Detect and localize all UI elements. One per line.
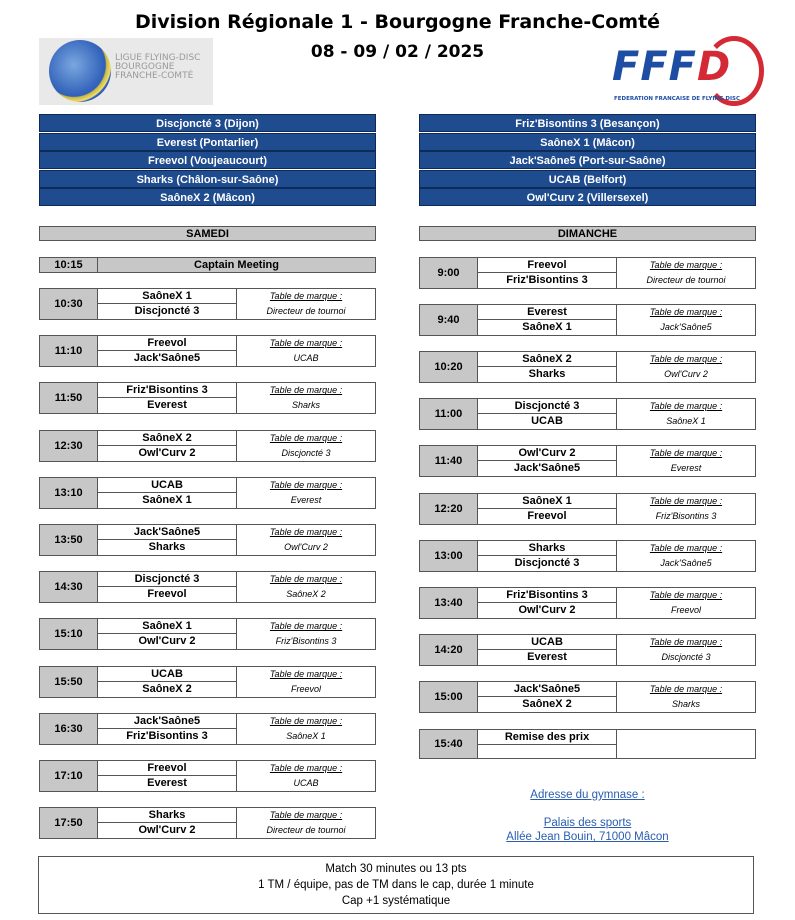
scorekeeper-team: Owl'Curv 2 xyxy=(664,369,708,380)
team-a: Friz'Bisontins 3 xyxy=(478,588,617,603)
match-row xyxy=(39,430,376,462)
match-row xyxy=(39,288,376,320)
match-row xyxy=(39,760,376,792)
scorekeeper-label: Table de marque : xyxy=(269,574,343,585)
rule-line-2: 1 TM / équipe, pas de TM dans le cap, durée 1 minute xyxy=(258,879,534,891)
team-b: Everest xyxy=(98,398,237,413)
team-b: UCAB xyxy=(478,414,617,429)
scorekeeper-cell xyxy=(237,431,375,461)
awards-label: Remise des prix xyxy=(478,730,617,744)
match-row xyxy=(39,666,376,698)
team-a: Owl'Curv 2 xyxy=(478,446,617,461)
rules-box xyxy=(38,856,754,914)
dragon-emblem-icon xyxy=(49,40,111,102)
match-time: 10:30 xyxy=(40,289,98,319)
rule-line-3: Cap +1 systématique xyxy=(341,895,451,907)
scorekeeper-label: Table de marque : xyxy=(269,810,343,821)
scorekeeper-label: Table de marque : xyxy=(649,448,723,459)
scorekeeper-team: Directeur de tournoi xyxy=(266,306,346,316)
team-a: UCAB xyxy=(478,635,617,650)
team-right: Friz'Bisontins 3 (Besançon) xyxy=(419,114,756,132)
team-b: SaôneX 1 xyxy=(478,320,617,335)
team-b: Jack'Saône5 xyxy=(98,351,237,366)
scorekeeper-label: Table de marque : xyxy=(269,432,343,443)
match-time: 11:50 xyxy=(40,383,98,413)
match-row xyxy=(419,681,756,713)
scorekeeper-label: Table de marque : xyxy=(649,401,723,412)
team-left: Freevol (Voujeaucourt) xyxy=(39,151,376,169)
team-a: Jack'Saône5 xyxy=(98,714,237,729)
match-row xyxy=(39,524,376,556)
match-row xyxy=(419,634,756,666)
team-a: UCAB xyxy=(98,667,237,682)
scorekeeper-label: Table de marque : xyxy=(649,542,723,553)
scorekeeper-team: Discjoncté 3 xyxy=(661,651,711,662)
scorekeeper-cell xyxy=(617,682,755,712)
match-time: 12:20 xyxy=(420,494,478,524)
match-row xyxy=(39,571,376,603)
match-time: 15:00 xyxy=(420,682,478,712)
match-row xyxy=(419,493,756,525)
team-a: SaôneX 1 xyxy=(478,494,617,509)
team-b: Sharks xyxy=(98,540,237,555)
team-left: Everest (Pontarlier) xyxy=(39,133,376,151)
scorekeeper-cell xyxy=(617,635,755,665)
team-a: Discjoncté 3 xyxy=(98,572,237,587)
team-left: SaôneX 2 (Mâcon) xyxy=(39,188,376,206)
scorekeeper-cell xyxy=(237,383,375,413)
team-b: Owl'Curv 2 xyxy=(98,446,237,461)
scorekeeper-cell xyxy=(617,446,755,476)
team-a: SaôneX 2 xyxy=(478,352,617,367)
team-a: Discjoncté 3 xyxy=(478,399,617,414)
team-a: Everest xyxy=(478,305,617,320)
scorekeeper-label: Table de marque : xyxy=(649,495,723,506)
scorekeeper-label: Table de marque : xyxy=(649,260,723,270)
scorekeeper-team: Sharks xyxy=(291,400,320,411)
team-a: Sharks xyxy=(478,541,617,556)
team-b: Freevol xyxy=(98,587,237,602)
scorekeeper-team: Jack'Saône5 xyxy=(660,557,712,568)
team-b: Owl'Curv 2 xyxy=(478,603,617,618)
match-row xyxy=(419,587,756,619)
scorekeeper-label: Table de marque : xyxy=(649,307,723,318)
scorekeeper-label: Table de marque : xyxy=(269,763,343,773)
team-a: Jack'Saône5 xyxy=(98,525,237,540)
address-label[interactable]: Adresse du gymnase : xyxy=(530,789,645,801)
scorekeeper-team: Sharks xyxy=(671,698,700,709)
day-header-saturday: SAMEDI xyxy=(39,226,376,241)
team-left: Sharks (Châlon-sur-Saône) xyxy=(39,170,376,188)
match-time: 15:50 xyxy=(40,667,98,697)
address-line2[interactable]: Allée Jean Bouin, 71000 Mâcon xyxy=(506,831,669,843)
match-time: 13:50 xyxy=(40,525,98,555)
event-dates: 08 - 09 / 02 / 2025 xyxy=(310,42,485,62)
team-b: SaôneX 1 xyxy=(98,493,237,508)
team-a: SaôneX 2 xyxy=(98,431,237,446)
scorekeeper-team: Owl'Curv 2 xyxy=(284,542,328,552)
scorekeeper-label: Table de marque : xyxy=(649,354,723,365)
team-b: Owl'Curv 2 xyxy=(98,634,237,649)
scorekeeper-cell xyxy=(237,478,375,508)
scorekeeper-label: Table de marque : xyxy=(269,479,343,490)
match-time: 13:40 xyxy=(420,588,478,618)
scorekeeper-team: SaôneX 2 xyxy=(286,589,326,600)
captain-meeting-label: Captain Meeting xyxy=(98,258,375,272)
scorekeeper-cell xyxy=(617,258,755,288)
team-b: Friz'Bisontins 3 xyxy=(98,729,237,744)
scorekeeper-cell xyxy=(237,336,375,366)
team-b: Sharks xyxy=(478,367,617,382)
scorekeeper-team: Everest xyxy=(670,463,702,474)
scorekeeper-label: Table de marque : xyxy=(649,683,723,694)
captain-meeting-row xyxy=(39,257,376,273)
team-b: Friz'Bisontins 3 xyxy=(478,273,617,288)
match-time: 13:10 xyxy=(40,478,98,508)
awards-row xyxy=(419,729,756,759)
league-logo-text: LIGUE FLYING-DISC BOURGOGNE FRANCHE-COMTÉ xyxy=(115,53,201,81)
scorekeeper-team: Friz'Bisontins 3 xyxy=(655,510,717,521)
team-a: UCAB xyxy=(98,478,237,493)
match-row xyxy=(39,713,376,745)
scorekeeper-cell xyxy=(237,667,375,697)
day-header-sunday: DIMANCHE xyxy=(419,226,756,241)
scorekeeper-label: Table de marque : xyxy=(649,589,723,600)
scorekeeper-label: Table de marque : xyxy=(269,291,343,301)
match-time: 15:40 xyxy=(420,730,478,758)
scorekeeper-team: SaôneX 1 xyxy=(666,416,706,427)
scorekeeper-team: UCAB xyxy=(293,778,319,788)
fffd-logo: FFFD FEDERATION FRANCAISE DE FLYING DISC xyxy=(612,36,758,108)
team-b: SaôneX 2 xyxy=(98,682,237,697)
team-right: UCAB (Belfort) xyxy=(419,170,756,188)
match-time: 16:30 xyxy=(40,714,98,744)
match-row xyxy=(419,398,756,430)
team-right: Jack'Saône5 (Port-sur-Saône) xyxy=(419,151,756,169)
scorekeeper-cell xyxy=(617,352,755,382)
team-a: Jack'Saône5 xyxy=(478,682,617,697)
scorekeeper-cell xyxy=(617,494,755,524)
team-b: Everest xyxy=(98,776,237,791)
match-time: 10:15 xyxy=(40,258,98,272)
team-a: SaôneX 1 xyxy=(98,619,237,634)
team-b: Discjoncté 3 xyxy=(478,556,617,571)
match-row xyxy=(419,304,756,336)
scorekeeper-cell xyxy=(237,714,375,744)
match-time: 14:30 xyxy=(40,572,98,602)
scorekeeper-team: Friz'Bisontins 3 xyxy=(275,636,337,647)
match-time: 13:00 xyxy=(420,541,478,571)
page-title: Division Régionale 1 - Bourgogne Franche-Comté xyxy=(134,11,661,33)
scorekeeper-cell xyxy=(237,808,375,838)
team-b: Freevol xyxy=(478,509,617,524)
scorekeeper-label: Table de marque : xyxy=(269,385,343,396)
scorekeeper-label: Table de marque : xyxy=(269,338,343,349)
scorekeeper-cell xyxy=(617,399,755,429)
scorekeeper-cell xyxy=(617,541,755,571)
match-time: 12:30 xyxy=(40,431,98,461)
team-b: Discjoncté 3 xyxy=(98,304,237,319)
match-time: 14:20 xyxy=(420,635,478,665)
team-a: Freevol xyxy=(98,761,237,776)
scorekeeper-team: SaôneX 1 xyxy=(286,730,326,741)
match-time: 11:10 xyxy=(40,336,98,366)
match-time: 9:40 xyxy=(420,305,478,335)
scorekeeper-team: Directeur de tournoi xyxy=(266,825,346,836)
rule-line-1: Match 30 minutes ou 13 pts xyxy=(325,863,467,875)
scorekeeper-team: Discjoncté 3 xyxy=(281,447,331,458)
match-row xyxy=(39,335,376,367)
team-a: Freevol xyxy=(478,258,617,273)
scorekeeper-cell xyxy=(237,525,375,555)
match-time: 17:50 xyxy=(40,808,98,838)
awards-empty-cell xyxy=(478,744,617,758)
team-b: Everest xyxy=(478,650,617,665)
match-time: 10:20 xyxy=(420,352,478,382)
match-row xyxy=(419,540,756,572)
scorekeeper-cell xyxy=(617,588,755,618)
address-line1[interactable]: Palais des sports xyxy=(543,817,632,829)
scorekeeper-cell xyxy=(237,289,375,319)
scorekeeper-cell xyxy=(237,619,375,649)
scorekeeper-label: Table de marque : xyxy=(269,715,343,726)
scorekeeper-team: Jack'Saône5 xyxy=(660,322,712,333)
match-time: 9:00 xyxy=(420,258,478,288)
team-a: SaôneX 1 xyxy=(98,289,237,304)
team-left: Discjoncté 3 (Dijon) xyxy=(39,114,376,132)
scorekeeper-label: Table de marque : xyxy=(269,527,343,537)
team-b: Jack'Saône5 xyxy=(478,461,617,476)
scorekeeper-team: Freevol xyxy=(290,683,321,694)
match-time: 15:10 xyxy=(40,619,98,649)
match-row xyxy=(39,807,376,839)
match-row xyxy=(39,618,376,650)
match-time: 17:10 xyxy=(40,761,98,791)
team-right: Owl'Curv 2 (Villersexel) xyxy=(419,188,756,206)
team-a: Friz'Bisontins 3 xyxy=(98,383,237,398)
scorekeeper-team: Freevol xyxy=(670,604,701,615)
team-b: Owl'Curv 2 xyxy=(98,823,237,838)
match-row xyxy=(419,351,756,383)
scorekeeper-team: Directeur de tournoi xyxy=(646,275,726,285)
league-logo xyxy=(39,38,213,105)
scorekeeper-label: Table de marque : xyxy=(269,668,343,679)
team-a: Freevol xyxy=(98,336,237,351)
match-row xyxy=(419,257,756,289)
match-row xyxy=(39,382,376,414)
match-row xyxy=(39,477,376,509)
team-right: SaôneX 1 (Mâcon) xyxy=(419,133,756,151)
match-time: 11:40 xyxy=(420,446,478,476)
scorekeeper-team: UCAB xyxy=(293,353,319,364)
team-b: SaôneX 2 xyxy=(478,697,617,712)
team-a: Sharks xyxy=(98,808,237,823)
match-time: 11:00 xyxy=(420,399,478,429)
scorekeeper-team: Everest xyxy=(290,494,322,505)
scorekeeper-label: Table de marque : xyxy=(649,636,723,647)
scorekeeper-cell xyxy=(237,572,375,602)
scorekeeper-label: Table de marque : xyxy=(269,621,343,632)
match-row xyxy=(419,445,756,477)
scorekeeper-cell xyxy=(617,305,755,335)
scorekeeper-cell xyxy=(237,761,375,791)
